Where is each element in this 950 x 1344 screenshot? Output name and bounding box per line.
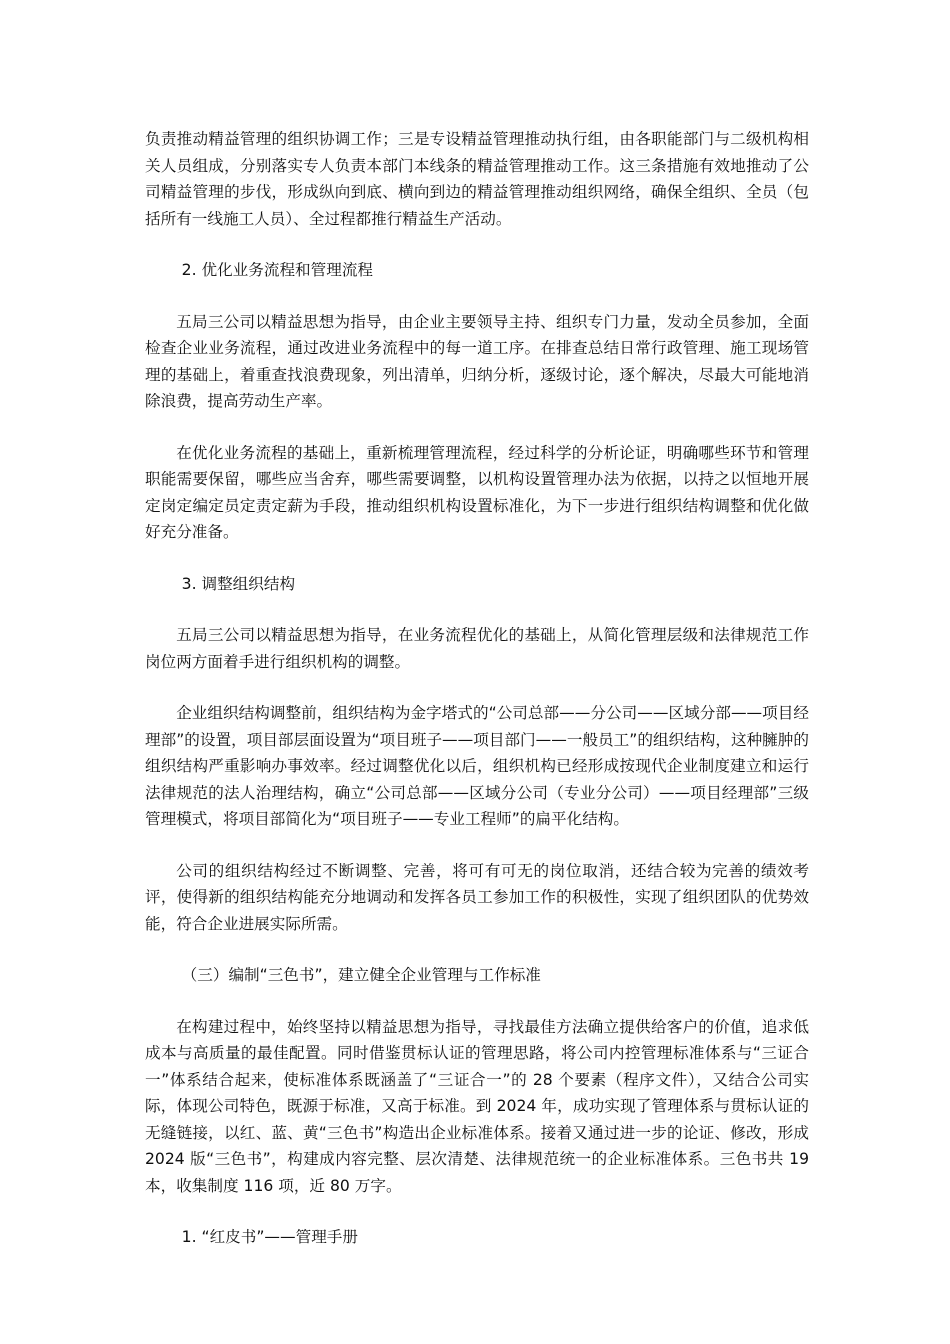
paragraph: 企业组织结构调整前，组织结构为金字塔式的“公司总部——分公司——区域分部——项目经理部”的设置，项目部层面设置为“项目班子——项目部门——一般员工”的组织结构，这种臃肿的组织结构严重影响办事效率。经过调整优化以后，组织机构已经形成按现代企业制度建立和运行法律规范的法人治理结构，确立“公司总部——区域分公司（专业分公司）——项目经理部”三级管理模式，将项目部简化为“项目班子——专业工程师”的扁平化结构。 — [145, 704, 809, 828]
document-page — [145, 126, 809, 1276]
section-heading: 1. “红皮书”——管理手册 — [181, 1228, 358, 1246]
section-heading: （三）编制“三色书”，建立健全企业管理与工作标准 — [181, 966, 541, 984]
paragraph: 公司的组织结构经过不断调整、完善，将可有可无的岗位取消，还结合较为完善的绩效考评，使得新的组织结构能充分地调动和发挥各员工参加工作的积极性，实现了组织团队的优势效能，符合企业进展实际所需。 — [145, 861, 809, 933]
section-heading: 3. 调整组织结构 — [181, 574, 296, 593]
paragraph: 在优化业务流程的基础上，重新梳理管理流程，经过科学的分析论证，明确哪些环节和管理职能需要保留，哪些应当舍弃，哪些需要调整，以机构设置管理办法为依据，以持之以恒地开展定岗定编定员定责定薪为手段，推动组织机构设置标准化，为下一步进行组织结构调整和优化做好充分准备。 — [145, 443, 809, 541]
paragraph: 在构建过程中，始终坚持以精益思想为指导，寻找最佳方法确立提供给客户的价值，追求低成本与高质量的最佳配置。同时借鉴贯标认证的管理思路，将公司内控管理标准体系与“三证合一”体系结合起来，使标准体系既涵盖了“三证合一”的 28 个要素（程序文件），又结合公司实际，体现公司特色，既源于标准，又高于标准。到 2024 年，成功实现了管理体系与贯标认证的无缝链接，以红、蓝、黄“三色书”构造出企业标准体系。接着又通过进一步的论证、修改，形成 2024 版“三色书”，构建成内容完整、层次清楚、法律规范统一的企业标准体系。三色书共 19 本，收集制度 116 项，近 80 万字。 — [145, 1017, 809, 1195]
paragraph: 负责推动精益管理的组织协调工作；三是专设精益管理推动执行组，由各职能部门与二级机构相关人员组成，分别落实专人负责本部门本线条的精益管理推动工作。这三条措施有效地推动了公司精益管理的步伐，形成纵向到底、横向到边的精益管理推动组织网络，确保全组织、全员（包括所有一线施工人员）、全过程都推行精益生产活动。 — [145, 130, 809, 228]
section-heading: 2. 优化业务流程和管理流程 — [181, 261, 374, 279]
paragraph: 五局三公司以精益思想为指导，在业务流程优化的基础上，从简化管理层级和法律规范工作岗位两方面着手进行组织机构的调整。 — [145, 626, 809, 671]
paragraph: 五局三公司以精益思想为指导，由企业主要领导主持、组织专门力量，发动全员参加，全面检查企业业务流程，通过改进业务流程中的每一道工序。在排查总结日常行政管理、施工现场管理的基础上，着重查找浪费现象，列出清单，归纳分析，逐级讨论，逐个解决，尽最大可能地消除浪费，提高劳动生产率。 — [145, 312, 809, 410]
